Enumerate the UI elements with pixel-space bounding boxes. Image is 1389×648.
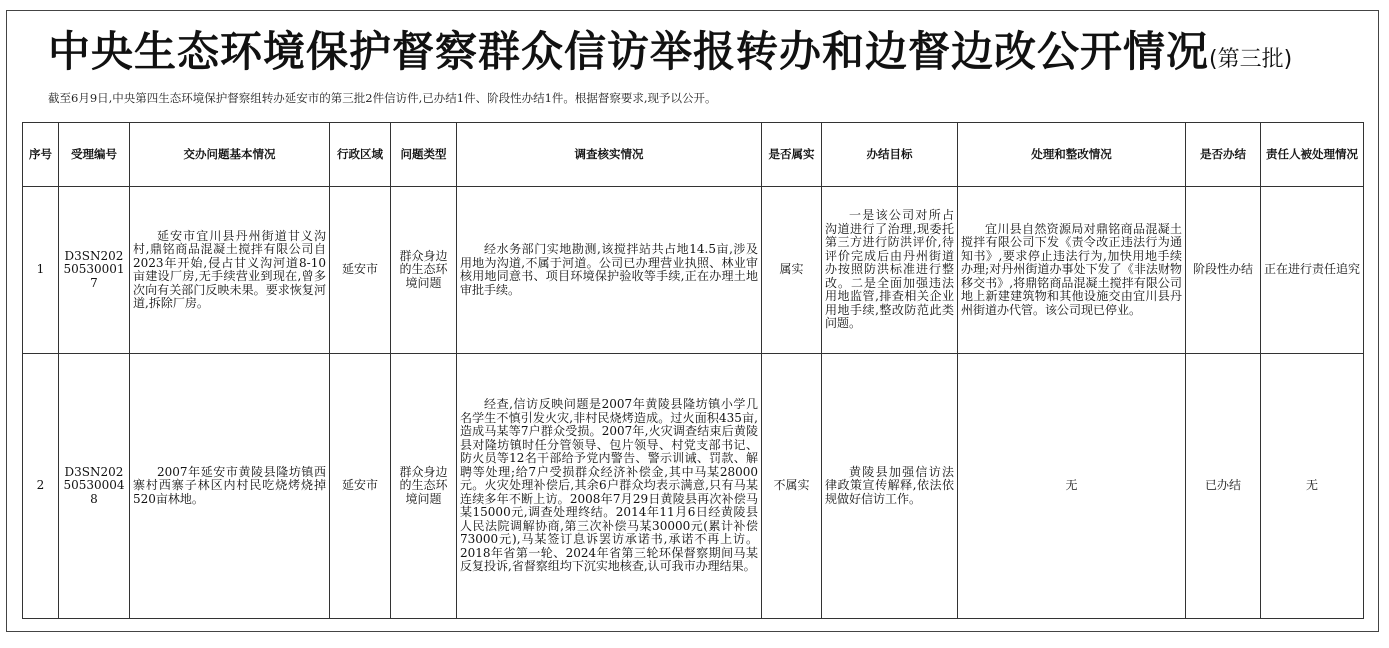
handling-result: 宜川县自然资源局对鼎铭商品混凝土搅拌有限公司下发《责令改正违法行为通知书》,要求停止违法行为,加快用地手续办理;对丹州街道办事处下发了《非法财物移交书》,将鼎铭商品混凝土搅拌有限公司地上新建建筑物和其他设施交由宜川县丹州街道办代管。该公司现已停业。 [958,187,1186,354]
case-code: D3SN202505300048 [59,354,130,619]
header-cell: 行政区域 [330,123,391,187]
row-number: 1 [23,187,59,354]
header-cell: 是否办结 [1186,123,1261,187]
header-cell: 调查核实情况 [457,123,762,187]
header-cell: 是否属实 [762,123,822,187]
issue-type: 群众身边的生态环境问题 [391,354,457,619]
verified-status: 不属实 [762,354,822,619]
header-cell: 序号 [23,123,59,187]
header-cell: 处理和整改情况 [958,123,1186,187]
header-cell: 办结目标 [822,123,958,187]
verified-status: 属实 [762,187,822,354]
completion-status: 阶段性办结 [1186,187,1261,354]
title-batch: (第三批) [1209,47,1293,72]
investigation-result: 经水务部门实地勘测,该搅拌站共占地14.5亩,涉及用地为沟道,不属于河道。公司已办理营业执照、林业审核用地同意书、项目环境保护验收等手续,正在办理土地审批手续。 [457,187,762,354]
resolution-goal: 黄陵县加强信访法律政策宣传解释,依法依规做好信访工作。 [822,354,958,619]
page-title [48,22,1292,90]
investigation-result: 经查,信访反映问题是2007年黄陵县隆坊镇小学几名学生不慎引发火灾,非村民烧烤造成。过火面积435亩,造成马某等7户群众受损。2007年,火灾调查结束后黄陵县对隆坊镇时任分管领导、包片领导、村党支部书记、防火员等12名干部给予党内警告、警示训诫、罚款、解聘等处理;给7户受损群众经济补偿金,其中马某28000元。火灾处理补偿后,其余6户群众均表示满意,只有马某连续多年不断上访。2008年7月29日黄陵县再次补偿马某15000元,调查处理终结。2014年11月6日经黄陵县人民法院调解协商,第三次补偿马某30000元(累计补偿73000元),马某签订息诉罢访承诺书,承诺不再上访。2018年省第一轮、2024年省第三轮环保督察期间马某反复投诉,省督察组均下沉实地核查,认可我市办理结果。 [457,354,762,619]
header-cell: 责任人被处理情况 [1261,123,1364,187]
accountability-status: 正在进行责任追究 [1261,187,1364,354]
issue-description: 2007年延安市黄陵县隆坊镇西寨村西寨子林区内村民吃烧烤烧掉520亩林地。 [130,354,330,619]
resolution-goal: 一是该公司对所占沟道进行了治理,现委托第三方进行防洪评价,待评价完成后由丹州街道办按照防洪标准进行整改。二是全面加强违法用地监管,排查相关企业用地手续,整改防范此类问题。 [822,187,958,354]
table-header-row [23,123,1364,187]
table-row [23,187,1364,354]
completion-status: 已办结 [1186,354,1261,619]
accountability-status: 无 [1261,354,1364,619]
title-main: 中央生态环境保护督察群众信访举报转办和边督边改公开情况 [48,27,1210,76]
header-cell: 受理编号 [59,123,130,187]
header-cell: 交办问题基本情况 [130,123,330,187]
case-code: D3SN202505300017 [59,187,130,354]
issue-type: 群众身边的生态环境问题 [391,187,457,354]
header-cell: 问题类型 [391,123,457,187]
region: 延安市 [330,354,391,619]
complaint-table [22,122,1364,619]
table-row [23,354,1364,619]
handling-result: 无 [958,354,1186,619]
intro-text: 截至6月9日,中央第四生态环境保护督察组转办延安市的第三批2件信访件,已办结1件、阶段性办结1件。根据督察要求,现予以公开。 [48,91,717,105]
row-number: 2 [23,354,59,619]
issue-description: 延安市宜川县丹州街道甘义沟村,鼎铭商品混凝土搅拌有限公司自2023年开始,侵占甘义沟河道8-10亩建设厂房,无手续营业到现在,曾多次向有关部门反映未果。要求恢复河道,拆除厂房。 [130,187,330,354]
region: 延安市 [330,187,391,354]
